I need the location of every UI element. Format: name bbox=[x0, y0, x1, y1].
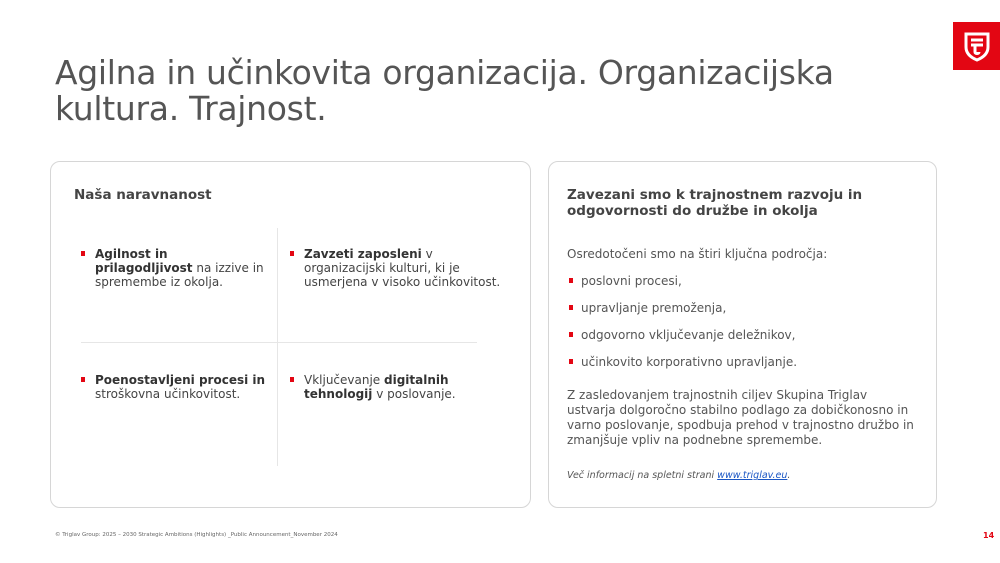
pillar-bold: Agilnost in prilagodljivost bbox=[95, 247, 193, 275]
footer-copyright: © Triglav Group: 2025 – 2030 Strategic Ambitions (Highlights) _Public Announcement_November 2024 bbox=[55, 532, 338, 538]
horizontal-divider bbox=[81, 342, 477, 343]
pillar-text: Vključevanje bbox=[304, 373, 385, 387]
focus-areas-list bbox=[567, 274, 797, 382]
list-item bbox=[567, 274, 797, 301]
page-title: Agilna in učinkovita organizacija. Organizacijska kultura. Trajnost. bbox=[55, 53, 834, 128]
pillar-digital bbox=[290, 373, 490, 401]
pillar-agility bbox=[81, 247, 266, 289]
sustainability-paragraph: Z zasledovanjem trajnostnih ciljev Skupina Triglav ustvarja dolgoročno stabilno podlago za dobičkonosno in varno poslovanje, spodbuja prehod v trajnostno družbo in zmanjšuje vpliv na podnebne spremembe. bbox=[567, 388, 914, 447]
list-item bbox=[567, 301, 797, 328]
pillar-text: v organizacijski kulturi, ki je usmerjena v visoko učinkovitost. bbox=[304, 247, 501, 289]
bullet-icon bbox=[81, 377, 85, 382]
pillar-text: v poslovanje. bbox=[372, 387, 456, 401]
triglav-logo-icon bbox=[962, 30, 992, 62]
pillar-bold: Poenostavljeni procesi in bbox=[95, 373, 266, 387]
list-item-text: učinkovito korporativno upravljanje. bbox=[581, 355, 798, 369]
list-item-text: odgovorno vključevanje deležnikov, bbox=[581, 328, 796, 342]
pillar-text: stroškovna učinkovitost. bbox=[95, 387, 241, 401]
bullet-icon bbox=[569, 332, 573, 337]
vertical-divider bbox=[277, 228, 278, 466]
more-info-text: Več informacij na spletni strani bbox=[567, 470, 718, 481]
triglav-link[interactable]: www.triglav.eu bbox=[717, 470, 788, 481]
list-item bbox=[567, 328, 797, 355]
triglav-logo bbox=[953, 22, 1000, 70]
more-info bbox=[567, 470, 790, 481]
alignment-card bbox=[50, 161, 531, 508]
pillar-bold: Zavzeti zaposleni bbox=[304, 247, 422, 261]
bullet-icon bbox=[290, 251, 294, 256]
pillar-text: na izzive in spremembe iz okolja. bbox=[95, 261, 264, 289]
bullet-icon bbox=[81, 251, 85, 256]
bullet-icon bbox=[290, 377, 294, 382]
pillar-employees bbox=[290, 247, 515, 289]
alignment-heading: Naša naravnanost bbox=[74, 187, 212, 203]
focus-intro: Osredotočeni smo na štiri ključna področja: bbox=[567, 247, 828, 261]
pillar-processes bbox=[81, 373, 266, 401]
page-number: 14 bbox=[983, 531, 995, 540]
more-info-suffix: . bbox=[787, 470, 791, 481]
list-item bbox=[567, 355, 797, 382]
list-item-text: poslovni procesi, bbox=[581, 274, 682, 288]
sustainability-heading: Zavezani smo k trajnostnem razvoju in odgovornosti do družbe in okolja bbox=[567, 187, 863, 219]
bullet-icon bbox=[569, 359, 573, 364]
list-item-text: upravljanje premoženja, bbox=[581, 301, 727, 315]
pillar-bold: digitalnih tehnologij bbox=[304, 373, 449, 401]
bullet-icon bbox=[569, 305, 573, 310]
sustainability-card bbox=[548, 161, 937, 508]
bullet-icon bbox=[569, 278, 573, 283]
